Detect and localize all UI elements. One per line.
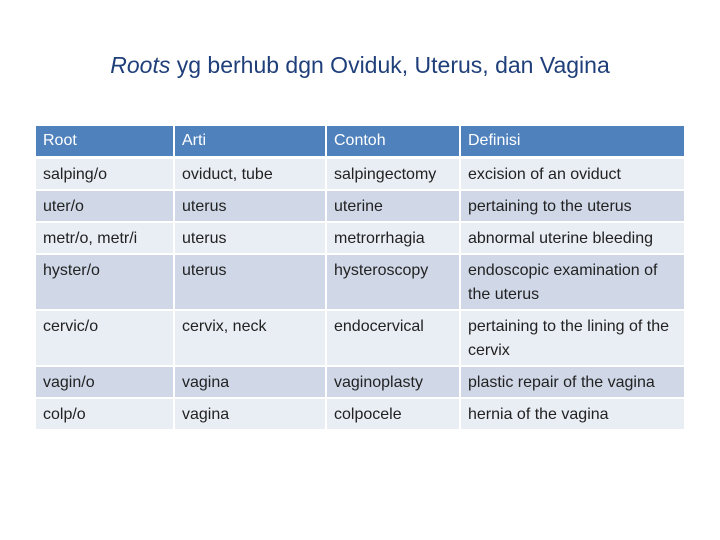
cell-arti: uterus (175, 223, 327, 255)
cell-root: uter/o (36, 191, 175, 223)
cell-definisi: hernia of the vagina (461, 399, 684, 431)
cell-contoh: uterine (327, 191, 461, 223)
cell-arti: vagina (175, 399, 327, 431)
cell-arti: oviduct, tube (175, 159, 327, 191)
table-row (36, 191, 684, 223)
header-arti: Arti (175, 126, 327, 159)
cell-arti: uterus (175, 191, 327, 223)
cell-root: vagin/o (36, 367, 175, 399)
table-body (36, 159, 684, 431)
cell-root: cervic/o (36, 311, 175, 367)
cell-contoh: vaginoplasty (327, 367, 461, 399)
cell-contoh: endocervical (327, 311, 461, 367)
table-row (36, 255, 684, 311)
cell-root: colp/o (36, 399, 175, 431)
table-header (36, 126, 684, 159)
cell-root: salping/o (36, 159, 175, 191)
cell-arti: cervix, neck (175, 311, 327, 367)
table-row (36, 159, 684, 191)
cell-contoh: colpocele (327, 399, 461, 431)
slide-title-emphasis: Roots (110, 52, 171, 78)
cell-contoh: salpingectomy (327, 159, 461, 191)
table-row (36, 367, 684, 399)
cell-definisi: plastic repair of the vagina (461, 367, 684, 399)
cell-arti: vagina (175, 367, 327, 399)
header-contoh: Contoh (327, 126, 461, 159)
header-root: Root (36, 126, 175, 159)
table-row (36, 399, 684, 431)
table-row (36, 223, 684, 255)
table-row (36, 311, 684, 367)
cell-root: hyster/o (36, 255, 175, 311)
slide-title-rest: yg berhub dgn Oviduk, Uterus, dan Vagina (170, 52, 610, 78)
roots-table (36, 126, 684, 431)
header-row (36, 126, 684, 159)
cell-arti: uterus (175, 255, 327, 311)
cell-definisi: pertaining to the uterus (461, 191, 684, 223)
cell-root: metr/o, metr/i (36, 223, 175, 255)
cell-contoh: hysteroscopy (327, 255, 461, 311)
cell-definisi: abnormal uterine bleeding (461, 223, 684, 255)
cell-definisi: pertaining to the lining of the cervix (461, 311, 684, 367)
cell-definisi: endoscopic examination of the uterus (461, 255, 684, 311)
header-definisi: Definisi (461, 126, 684, 159)
slide-title (0, 52, 720, 79)
cell-definisi: excision of an oviduct (461, 159, 684, 191)
cell-contoh: metrorrhagia (327, 223, 461, 255)
